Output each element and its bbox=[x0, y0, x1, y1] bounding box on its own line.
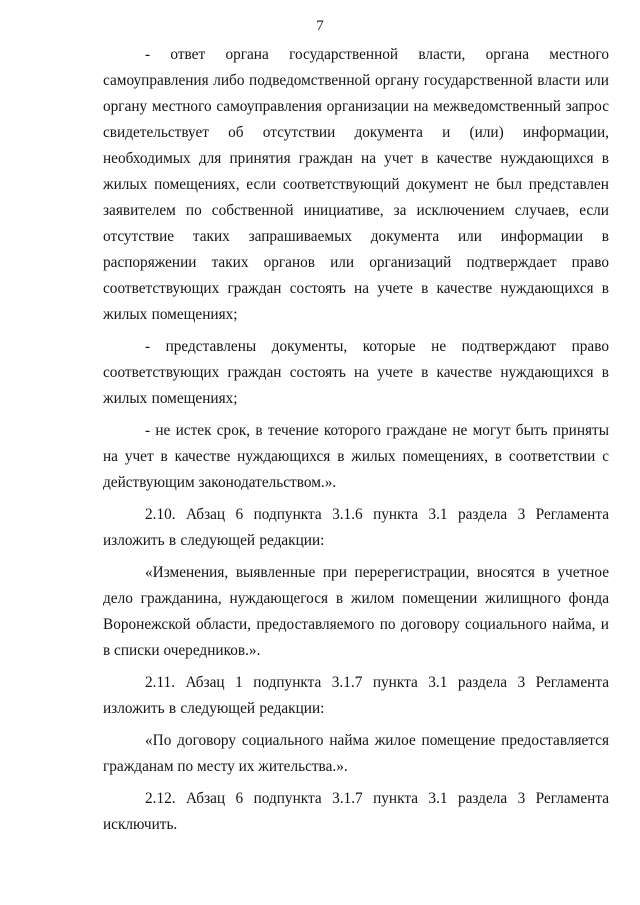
paragraph-amendment-2-12: 2.12. Абзац 6 подпункта 3.1.7 пункта 3.1 раздела 3 Регламента исключить. bbox=[103, 790, 609, 833]
document-body bbox=[103, 42, 609, 844]
paragraph-refusal-ground-term: - не истек срок, в течение которого граждане не могут быть приняты на учет в качестве нуждающихся в жилых помещениях, в соответствии с действующим законодательством.». bbox=[103, 422, 609, 491]
paragraph-amendment-2-11: 2.11. Абзац 1 подпункта 3.1.7 пункта 3.1 раздела 3 Регламента изложить в следующей редакции: bbox=[103, 674, 609, 717]
paragraph-amendment-2-11-text: «По договору социального найма жилое помещение предоставляется гражданам по месту их жительства.». bbox=[103, 732, 609, 775]
page-number: 7 bbox=[316, 18, 324, 34]
paragraph-refusal-ground-interagency-response: - ответ органа государственной власти, органа местного самоуправления либо подведомственной органу государственной власти или органу местного самоуправления организации на межведомственный запрос свидетельствует об отсутствии документа и (или) информации, необходимых для принятия граждан на учет в качестве нуждающихся в жилых помещениях, если соответствующий документ не был представлен заявителем по собственной инициативе, за исключением случаев, если отсутствие таких запрашиваемых документа или информации в распоряжении таких органов или организаций подтверждает право соответствующих граждан состоять на учете в качестве нуждающихся в жилых помещениях; bbox=[103, 46, 609, 323]
paragraph-refusal-ground-documents: - представлены документы, которые не подтверждают право соответствующих граждан состоять на учете в качестве нуждающихся в жилых помещениях; bbox=[103, 338, 609, 407]
paragraph-amendment-2-10-text: «Изменения, выявленные при перерегистрации, вносятся в учетное дело гражданина, нуждающегося в жилом помещении жилищного фонда Воронежской области, предоставляемого по договору социального найма, и в списки очередников.». bbox=[103, 564, 609, 659]
paragraph-amendment-2-10: 2.10. Абзац 6 подпункта 3.1.6 пункта 3.1 раздела 3 Регламента изложить в следующей редакции: bbox=[103, 506, 609, 549]
